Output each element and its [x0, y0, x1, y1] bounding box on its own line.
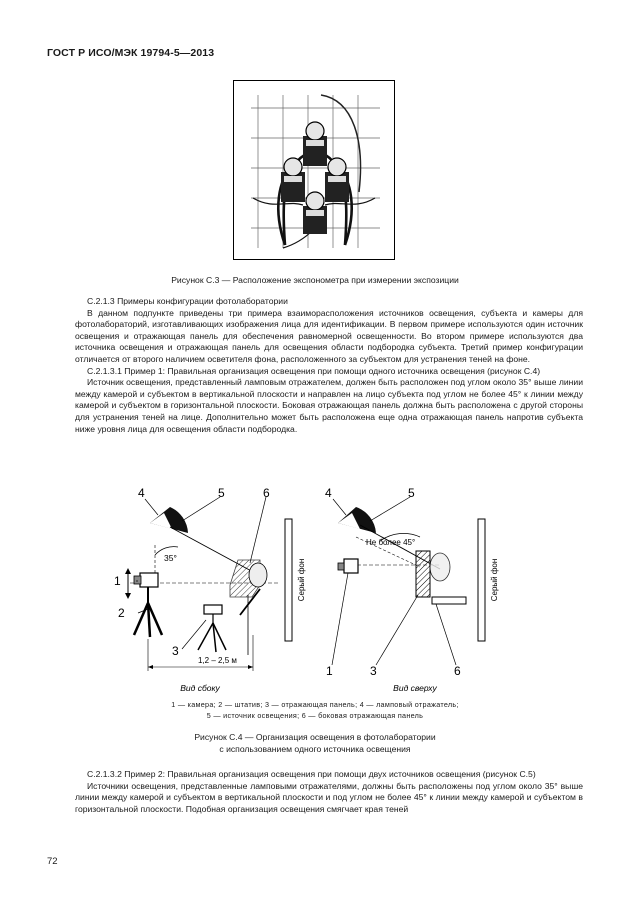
top-background-label: Серый фон: [490, 558, 499, 602]
top-num-1: 1: [326, 664, 333, 678]
side-view-title: Вид сбоку: [180, 683, 220, 693]
side-num-5: 5: [218, 486, 225, 500]
section-c2132-heading: C.2.1.3.2 Пример 2: Правильная организация освещения при помощи двух источников освещения (рисунок С.5): [87, 769, 536, 779]
side-num-1: 1: [114, 574, 121, 588]
legend-line-2: 5 — источник освещения; 6 — боковая отражающая панель: [206, 710, 424, 720]
side-angle-label: 35°: [164, 553, 177, 563]
top-num-5: 5: [408, 486, 415, 500]
side-num-6: 6: [263, 486, 270, 500]
section-c2131-body: Источник освещения, представленный ламповым отражателем, должен быть расположен под углом около 35° выше линии между камерой и субъектом в вертикальной плоскости и направлен на лицо субъекта под углом не более 45° к линии между камерой и субъектом в горизонтальной плоскости. Боковая отражающая панель должна быть расположена с другой стороны для устранения теней на лице. Дополнительно может быть расположена еще одна отражающая панель напротив субъекта ниже уровня лица для освещения области подбородка.: [75, 377, 583, 434]
section-c213: [75, 296, 583, 435]
section-c213-body: В данном подпункте приведены три примера взаиморасположения источников освещения, субъекта и камеры для фотолабораторий, изготавливающих изображения лица для идентификации. В первом примере используются один источник освещения и отражающая панель для обеспечения равномерной освещенности. Во втором примере используются два источника освещения и отражающая панель для освещения области подбородка субъекта. Третий пример конфигурации отличается от второго наличием осветителя фона, расположенного за субъектом для устранения теней на фоне.: [75, 307, 583, 364]
caption-line-1: Рисунок С.4 — Организация освещения в фотолаборатории: [194, 732, 436, 742]
page-number: 72: [47, 856, 58, 867]
section-c2132: [75, 769, 583, 815]
side-distance-label: 1,2 – 2,5 м: [198, 656, 237, 665]
side-num-2: 2: [118, 606, 125, 620]
section-c2131-heading: C.2.1.3.1 Пример 1: Правильная организация освещения при помощи одного источника освещения (рисунок С.4): [87, 365, 541, 376]
document-header: ГОСТ Р ИСО/МЭК 19794-5—2013: [47, 47, 215, 59]
figure-c4-legend: [80, 700, 550, 721]
top-num-3: 3: [370, 664, 377, 678]
caption-line-2: с использованием одного источника освещения: [219, 744, 411, 754]
top-angle-label: Не более 45°: [366, 538, 416, 547]
top-view-title: Вид сверху: [393, 683, 437, 693]
section-c213-heading: C.2.1.3 Примеры конфигурации фотолаборатории: [87, 296, 288, 306]
side-view-diagram: [114, 486, 306, 693]
figure-c3-light-meter-photo: [233, 80, 395, 260]
top-num-4: 4: [325, 486, 332, 500]
figure-c4-diagram: [114, 485, 510, 697]
section-c2132-body: Источники освещения, представленные ламповыми отражателями, должны быть расположены под углом около 35° выше линии между камерой и субъектом в вертикальной плоскости и под углом не более 45° к линии между камерой и субъектом в горизонтальной плоскости. Подобная организация освещения смягчает края теней: [75, 780, 583, 814]
figure-c4-caption: [40, 731, 590, 755]
top-num-6: 6: [454, 664, 461, 678]
side-num-4: 4: [138, 486, 145, 500]
legend-line-1: 1 — камера; 2 — штатив; 3 — отражающая панель; 4 — ламповый отражатель;: [171, 700, 459, 709]
side-background-label: Серый фон: [297, 558, 306, 602]
side-num-3: 3: [172, 644, 179, 658]
figure-c3-caption: Рисунок С.3 — Расположение экспонометра при измерении экспозиции: [171, 275, 459, 285]
top-view-diagram: [325, 486, 499, 693]
